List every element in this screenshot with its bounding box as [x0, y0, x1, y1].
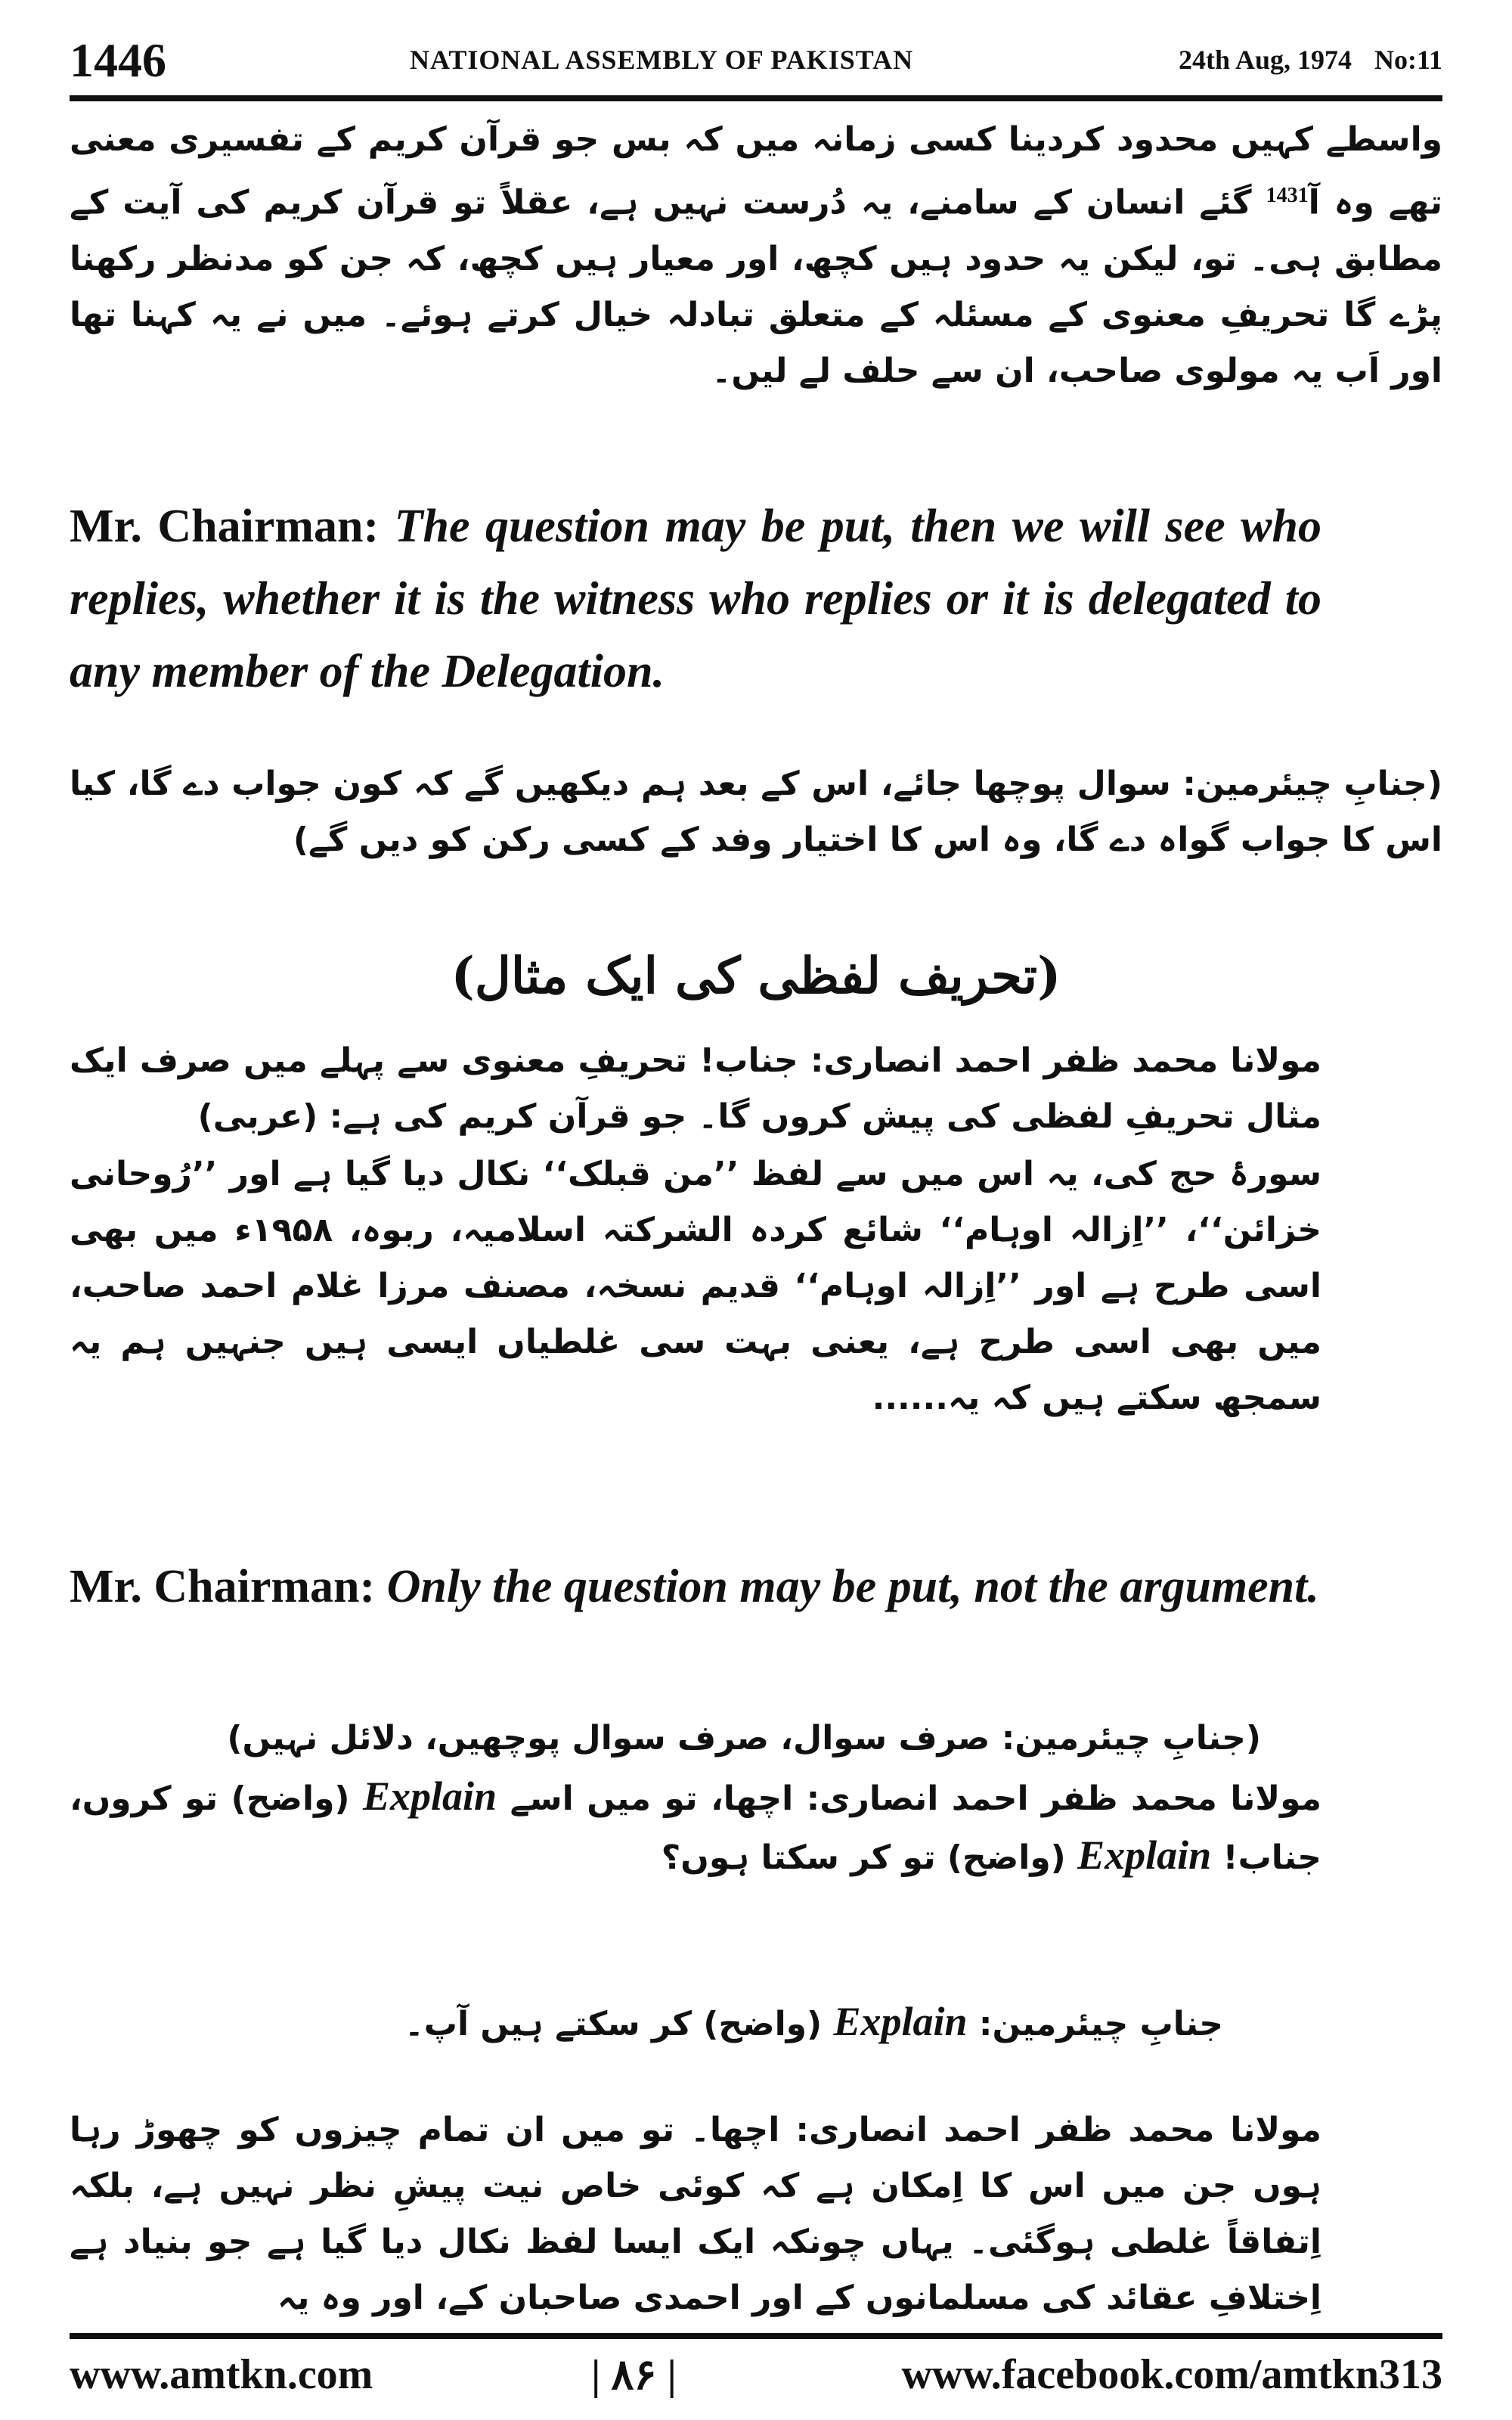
ansari-statement-3: مولانا محمد ظفر احمد انصاری: اچھا۔ تو میں ان تمام چیزوں کو چھوڑ رہا ہوں جن میں اس کا اِمکان ہے کہ کوئی خاص نیت پیشِ نظر نہیں ہے، بلکہ اِتفاقاً غلطی ہوگئی۔ یہاں چونکہ ایک ایسا لفظ نکال دیا گیا ہے جو بنیاد ہے اِختلافِ عقائد کی مسلمانوں کے اور احمدی صاحبان کے، اور وہ یہ: [70, 2111, 1321, 2317]
issue-number: No:11: [1374, 45, 1442, 75]
chairman-statement-1-urdu: (جنابِ چیئرمین: سوال پوچھا جائے، اس کے بعد ہم دیکھیں گے کہ کون جواب دے گا، کیا اس کا جواب گواہ دے گا، وہ اس کا اختیار وفد کے کسی رکن کو دیں گے): [70, 765, 1442, 859]
speaker-label: Mr. Chairman:: [70, 501, 380, 552]
ansari-statement-2: [70, 1768, 1442, 1886]
ansari-2-text-c: (واضح) تو کر سکتا ہوں؟: [661, 1838, 1066, 1877]
explain-term: Explain: [1077, 1832, 1212, 1878]
surah-paragraph: سورۂ حج کی، یہ اس میں سے لفظ ’’من قبلک‘‘ نکال دیا گیا ہے اور ’’رُوحانی خزائن‘‘، ’’اِزالہ اوہام‘‘ شائع کردہ الشرکتہ اسلامیہ، ربوہ، ۱۹۵۸ء میں بھی اسی طرح ہے اور ’’اِزالہ اوہام‘‘ قدیم نسخہ، مصنف مرزا غلام احمد صاحب، میں بھی اسی طرح ہے، یعنی بہت سی غلطیاں ایسی ہیں جنہیں ہم یہ سمجھ سکتے ہیں کہ یہ......: [70, 1155, 1321, 1417]
statement-text: The question may be put, then we will see who replies, whether it is the witness who replies or it is delegated to any member of the Delegation.: [70, 501, 1321, 697]
page-footer: [70, 2350, 1442, 2411]
session-date: 24th Aug, 1974: [1178, 45, 1352, 75]
chairman-statement-2-urdu: (جنابِ چیئرمین: صرف سوال، صرف سوال پوچھیں، دلائل نہیں): [227, 1719, 1261, 1758]
chairman-statement-3: [70, 1993, 1442, 2052]
explain-term: Explain: [363, 1773, 497, 1819]
urdu-paragraph-1: [70, 112, 1442, 399]
chairman-statement-1: [70, 490, 1442, 708]
statement-text: Only the question may be put, not the argument.: [375, 1561, 1319, 1612]
speaker-label: Mr. Chairman:: [70, 1561, 376, 1612]
ansari-2-text-a: مولانا محمد ظفر احمد انصاری: اچھا، تو میں اسے: [510, 1779, 1321, 1818]
running-title: NATIONAL ASSEMBLY OF PAKISTAN: [410, 45, 914, 75]
facebook-link[interactable]: www.facebook.com/amtkn313: [901, 2351, 1442, 2398]
page-header: [70, 30, 1442, 91]
website-link[interactable]: www.amtkn.com: [70, 2351, 373, 2398]
header-rule: [70, 95, 1442, 101]
section-heading: (تحریف لفظی کی ایک مثال): [451, 946, 1061, 1005]
ansari-statement-1: مولانا محمد ظفر احمد انصاری: جناب! تحریفِ معنوی سے پہلے میں صرف ایک مثال تحریفِ لفظی کی پیش کروں گا۔ جو قرآن کریم کی ہے: (عربی): [70, 1041, 1321, 1136]
explain-term: Explain: [833, 1999, 968, 2044]
ansari-2-text-b: (واضح) تو کروں، جناب!: [70, 1779, 1321, 1877]
paragraph-1-text-a: واسطے کہیں محدود کردینا کسی زمانہ میں کہ بس جو قرآن کریم کے تفسیری معنی تھے وہ آ: [70, 120, 1442, 222]
chair-3-speaker: جنابِ چیئرمین:: [978, 2005, 1223, 2043]
footer-page-number: | ۸۶ |: [591, 2352, 677, 2399]
footnote-marker: 1431: [1266, 184, 1309, 207]
chair-3-text: (واضح) کر سکتے ہیں آپ۔: [404, 2005, 823, 2043]
paragraph-1-text-b: گئے انسان کے سامنے، یہ دُرست نہیں ہے، عقلاً تو قرآن کریم کی آیت کے مطابق ہی۔ تو، لیکن یہ حدود ہیں کچھ، اور معیار ہیں کچھ، کہ جن کو مدنظر رکھنا پڑے گا تحریفِ معنوی کے مسئلہ کے متعلق تبادلہ خیال کرتے ہوئے۔ میں نے یہ کہنا تھا اور اَب یہ مولوی صاحب، ان سے حلف لے لیں۔: [70, 183, 1442, 390]
footer-rule: [70, 2333, 1442, 2339]
page-number: 1446: [70, 33, 166, 87]
chairman-statement-2: [70, 1550, 1442, 1623]
